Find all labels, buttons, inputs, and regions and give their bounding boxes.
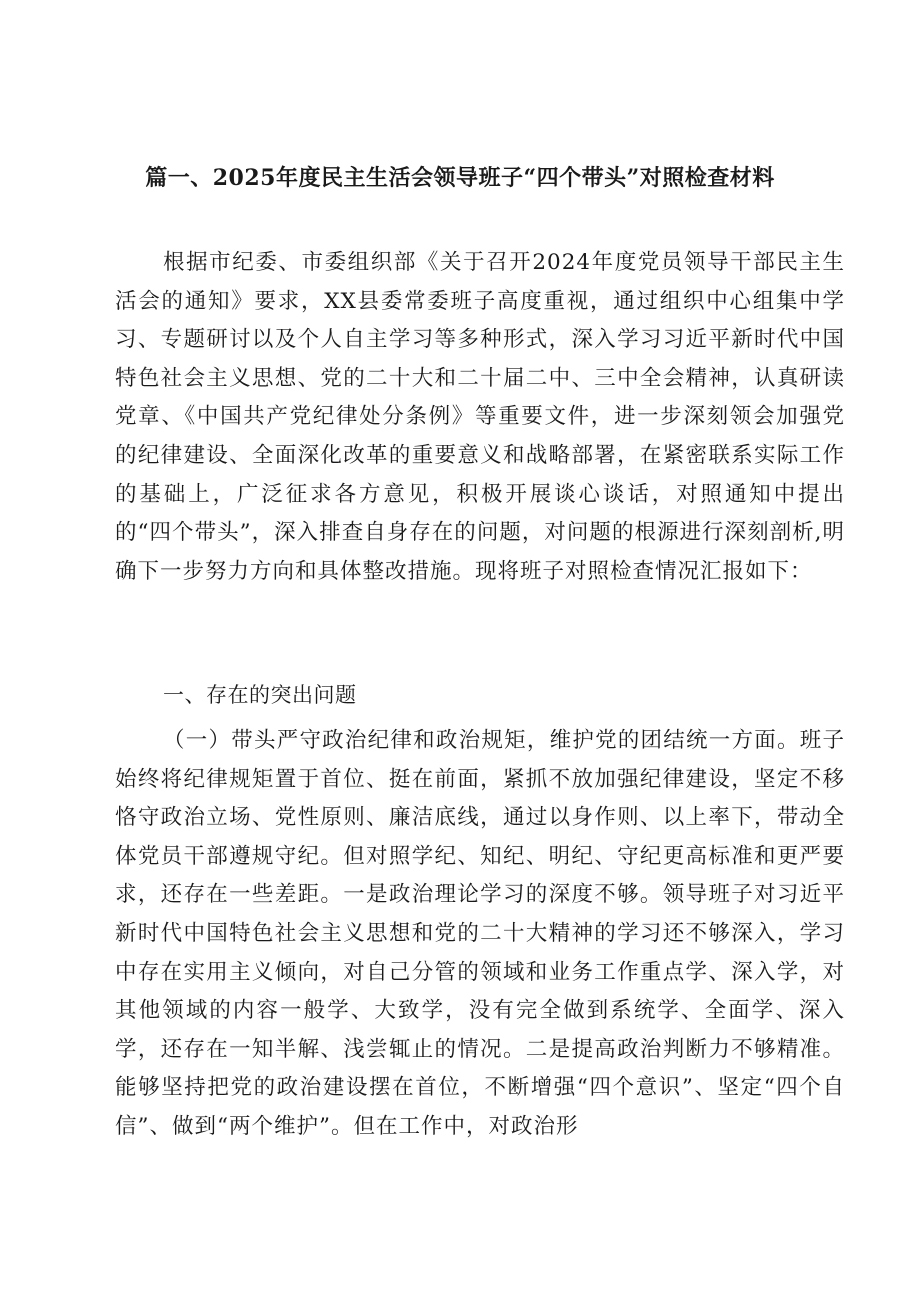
section-paragraph: （一）带头严守政治纪律和政治规矩，维护党的团结统一方面。班子始终将纪律规矩置于首位、挺在前面，紧抓不放加强纪律建设，坚定不移恪守政治立场、党性原则、廉洁底线，通过以身作则、以上率下，带动全体党员干部遵规守纪。但对照学纪、知纪、明纪、守纪更高标准和更严要求，还存在一些差距。一是政治理论学习的深度不够。领导班子对习近平新时代中国特色社会主义思想和党的二十大精神的学习还不够深入，学习中存在实用主义倾向，对自己分管的领域和业务工作重点学、深入学，对其他领域的内容一般学、大致学，没有完全做到系统学、全面学、深入学，还存在一知半解、浅尝辄止的情况。二是提高政治判断力不够精准。能够坚持把党的政治建设摆在首位，不断增强“四个意识”、坚定“四个自信”、做到“两个维护”。但在工作中，对政治形: [115, 728, 845, 1139]
section-heading: 一、存在的突出问题: [163, 683, 357, 707]
document-title: 篇一、2025年度民主生活会领导班子“四个带头”对照检查材料: [145, 165, 775, 191]
intro-paragraph: 根据市纪委、市委组织部《关于召开2024年度党员领导干部民主生活会的通知》要求，XX县委常委班子高度重视，通过组织中心组集中学习、专题研讨以及个人自主学习等多种形式，深入学习习近平新时代中国特色社会主义思想、党的二十大和二十届二中、三中全会精神，认真研读党章、《中国共产党纪律处分条例》等重要文件，进一步深刻领会加强党的纪律建设、全面深化改革的重要意义和战略部署，在紧密联系实际工作的基础上，广泛征求各方意见，积极开展谈心谈话，对照通知中提出的“四个带头”，深入排查自身存在的问题，对问题的根源进行深刻剖析,明确下一步努力方向和具体整改措施。现将班子对照检查情况汇报如下：: [115, 250, 845, 584]
